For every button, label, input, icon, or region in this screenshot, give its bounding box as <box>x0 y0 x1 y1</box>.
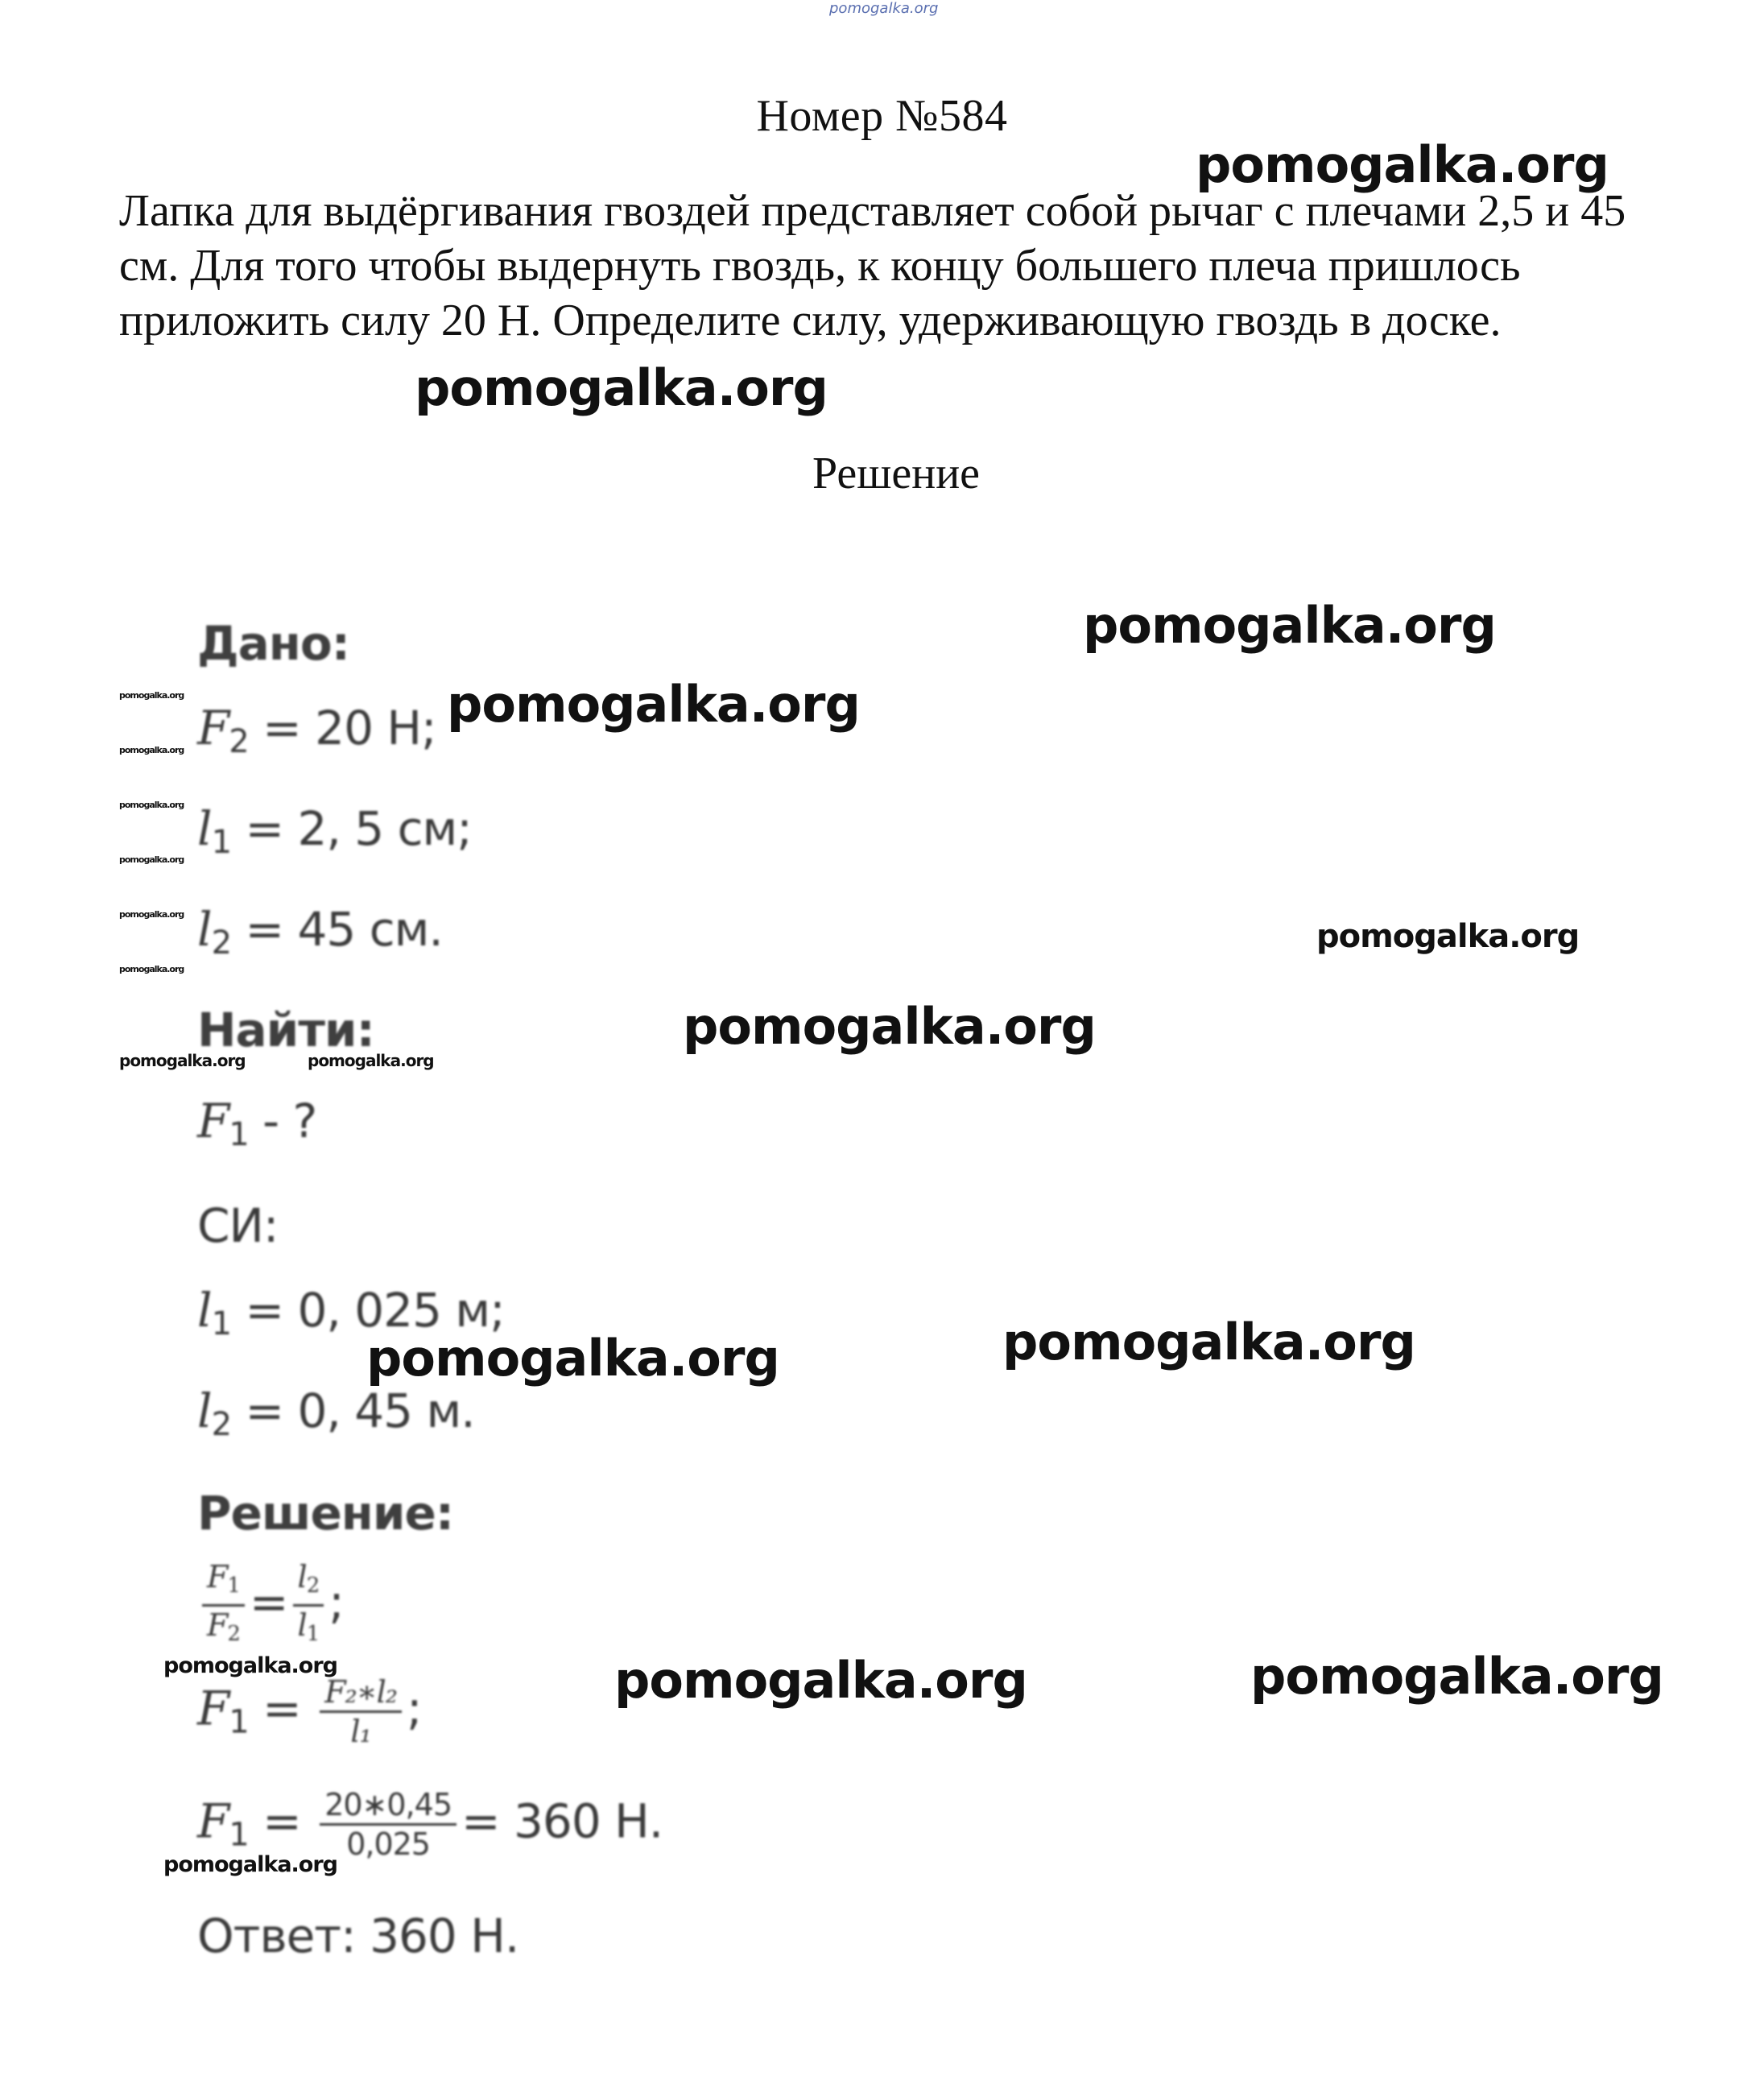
watermark-small: pomogalka.org <box>119 690 184 701</box>
watermark: pomogalka.org <box>1083 596 1496 655</box>
solution-heading: Решение <box>812 449 981 498</box>
l1-value: = 2, 5 см; <box>231 801 472 856</box>
calc-lhs-sub: 1 <box>229 1816 249 1854</box>
si-l2-sub: 2 <box>211 1406 232 1443</box>
watermark-small: pomogalka.org <box>119 854 184 865</box>
ratio-lhs-den-var: F <box>207 1607 228 1643</box>
answer-line: Ответ: 360 Н. <box>197 1909 519 1963</box>
ratio-rhs-fraction <box>293 1558 324 1652</box>
f1-calculation <box>197 1786 663 1863</box>
calc-lhs: F <box>197 1793 229 1849</box>
watermark: pomogalka.org <box>1196 135 1609 194</box>
calc-num: 20∗0,45 <box>324 1787 452 1822</box>
ratio-lhs-den-sub: 2 <box>227 1622 240 1646</box>
watermark-small: pomogalka.org <box>119 800 184 810</box>
l2-value: = 45 см. <box>231 902 443 957</box>
l2-var: l <box>197 902 212 957</box>
ratio-formula <box>197 1558 344 1652</box>
formula-fraction <box>320 1673 402 1750</box>
f2-var: F <box>197 701 229 755</box>
watermark-small: pomogalka.org <box>119 964 184 974</box>
find-sub: 1 <box>229 1116 249 1153</box>
l1-sub: 1 <box>211 824 232 861</box>
si-l2 <box>197 1384 475 1443</box>
given-f2 <box>197 701 436 760</box>
page-title: Номер №584 <box>756 91 1008 141</box>
ratio-rhs-den-var: l <box>297 1607 307 1643</box>
ratio-end: ; <box>328 1574 344 1630</box>
given-label: Дано: <box>197 616 349 671</box>
f1-formula <box>197 1673 422 1750</box>
calc-den: 0,025 <box>320 1823 456 1863</box>
watermark: pomogalka.org <box>1316 918 1580 955</box>
task-text: Лапка для выдёргивания гвоздей представляет собой рычаг с плечами 2,5 и 45 см. Для того чтобы выдернуть гвоздь, к концу большего плеча пришлось приложить силу 20 Н. Определите силу, удерживающую гвоздь в доске. <box>119 186 1626 345</box>
ratio-rhs-num-var: l <box>297 1559 307 1594</box>
find-label: Найти: <box>197 1003 374 1057</box>
si-l2-var: l <box>197 1384 212 1438</box>
watermark: pomogalka.org <box>1002 1313 1415 1371</box>
given-l2 <box>197 902 443 962</box>
l2-sub: 2 <box>211 924 232 962</box>
formula-equals: = <box>248 1681 301 1736</box>
ratio-rhs-num-sub: 2 <box>306 1574 320 1598</box>
watermark: pomogalka.org <box>614 1651 1027 1710</box>
watermark: pomogalka.org <box>683 997 1096 1056</box>
watermark: pomogalka.org <box>447 675 860 734</box>
f2-value: = 20 Н; <box>248 701 436 755</box>
ratio-rhs-den <box>293 1604 324 1652</box>
formula-end: ; <box>407 1681 422 1736</box>
si-l2-value: = 0, 45 м. <box>231 1384 475 1438</box>
ratio-rhs-den-sub: 1 <box>306 1622 320 1646</box>
calc-result: = 360 Н. <box>461 1793 663 1849</box>
ratio-lhs-num-sub: 1 <box>227 1574 240 1598</box>
calc-equals: = <box>248 1793 301 1849</box>
si-l1-var: l <box>197 1283 212 1338</box>
watermark: pomogalka.org <box>366 1329 779 1388</box>
watermark-small: pomogalka.org <box>119 909 184 920</box>
formula-lhs-sub: 1 <box>229 1703 249 1741</box>
watermark: pomogalka.org <box>308 1051 434 1070</box>
si-l1-value: = 0, 025 м; <box>231 1283 505 1338</box>
solution-label: Решение: <box>197 1486 454 1541</box>
ratio-lhs-num-var: F <box>207 1559 228 1594</box>
ratio-rhs-num <box>293 1558 324 1604</box>
find-f1 <box>197 1094 316 1153</box>
f2-sub: 2 <box>229 723 249 760</box>
find-var: F <box>197 1094 229 1148</box>
ratio-lhs-fraction <box>202 1558 245 1652</box>
formula-num: F₂∗l₂ <box>324 1674 398 1710</box>
watermark: pomogalka.org <box>163 1852 337 1877</box>
formula-lhs: F <box>197 1681 229 1736</box>
watermark: pomogalka.org <box>119 1051 246 1070</box>
watermark: pomogalka.org <box>163 1653 337 1678</box>
find-value: - ? <box>248 1094 317 1148</box>
calc-fraction <box>320 1786 456 1863</box>
si-l1-sub: 1 <box>211 1305 232 1342</box>
watermark: pomogalka.org <box>1250 1647 1663 1706</box>
ratio-lhs-num <box>202 1558 245 1604</box>
ratio-lhs-den <box>202 1604 245 1652</box>
ratio-equals: = <box>249 1574 288 1630</box>
watermark: pomogalka.org <box>415 358 828 417</box>
l1-var: l <box>197 801 212 856</box>
watermark-small: pomogalka.org <box>119 745 184 755</box>
given-l1 <box>197 801 472 861</box>
si-label: СИ: <box>197 1198 279 1253</box>
formula-den: l₁ <box>320 1710 402 1750</box>
top-watermark: pomogalka.org <box>829 0 939 17</box>
